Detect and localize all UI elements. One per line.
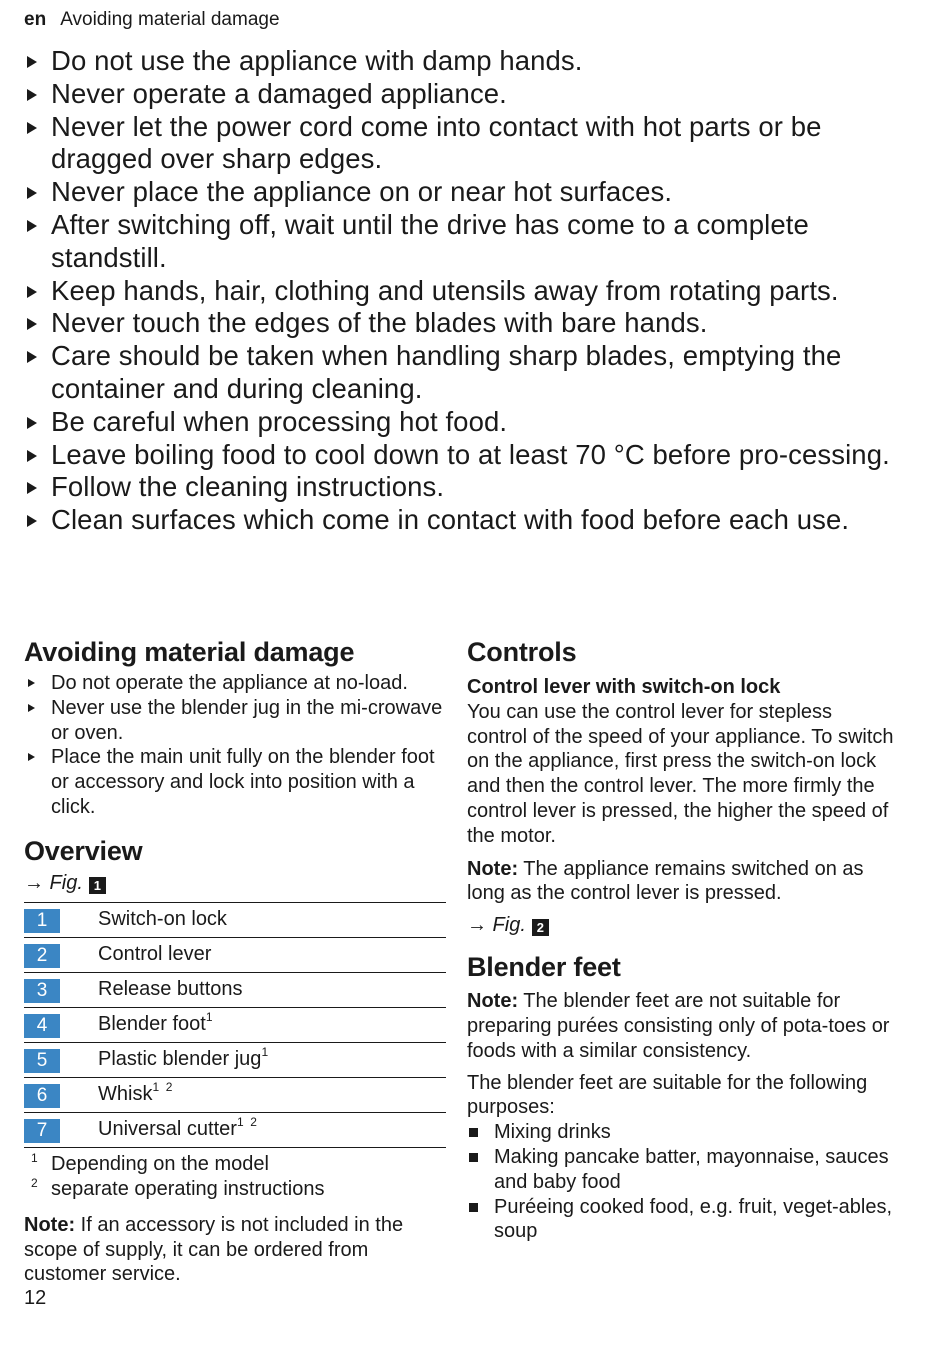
left-column — [24, 634, 446, 1287]
figure-number-box: 2 — [532, 919, 549, 936]
part-number-badge: 2 — [24, 944, 60, 968]
part-label: Switch-on lock — [98, 908, 227, 931]
controls-heading: Controls — [467, 637, 577, 667]
header-section-title: Avoiding material damage — [60, 9, 280, 30]
part-number-badge: 1 — [24, 909, 60, 933]
page-number: 12 — [24, 1287, 47, 1309]
part-number-badge: 7 — [24, 1119, 60, 1143]
blender-feet-heading: Blender feet — [467, 952, 621, 983]
safety-item: Clean surfaces which come in contact with food before each use. — [24, 504, 914, 537]
footnote — [24, 1177, 446, 1202]
part-footnote-ref: 1 — [205, 1010, 213, 1025]
table-row — [24, 937, 446, 972]
footnote — [24, 1152, 446, 1177]
parts-table — [24, 902, 446, 1148]
overview-note — [24, 1213, 446, 1287]
part-label: Plastic blender jug — [98, 1048, 262, 1071]
table-row — [24, 902, 446, 937]
note-label: Note: — [467, 990, 519, 1013]
figure-reference — [24, 869, 446, 897]
material-damage-item: Never use the blender jug in the mi-crowave or oven. — [24, 696, 446, 746]
part-label: Universal cutter — [98, 1118, 237, 1141]
list-item: Mixing drinks — [467, 1120, 897, 1145]
note-text: If an accessory is not included in the scope of supply, it can be ordered from customer service. — [24, 1213, 404, 1286]
figure-number-box: 1 — [89, 877, 106, 894]
part-number-badge: 3 — [24, 979, 60, 1003]
footnote-text: separate operating instructions — [51, 1177, 325, 1200]
part-number-badge: 6 — [24, 1084, 60, 1108]
safety-item: Never place the appliance on or near hot surfaces. — [24, 176, 914, 209]
note-text: The blender feet are not suitable for preparing purées consisting only of pota-toes or foods with a similar consistency. — [467, 990, 890, 1062]
part-number-badge: 4 — [24, 1014, 60, 1038]
note-text: The appliance remains switched on as long as the control lever is pressed. — [467, 857, 864, 905]
safety-item: Be careful when processing hot food. — [24, 406, 914, 439]
safety-item: Never operate a damaged appliance. — [24, 78, 914, 111]
right-column — [467, 634, 897, 1244]
blender-feet-note — [467, 989, 897, 1063]
language-code: en — [24, 9, 47, 30]
footnotes — [24, 1152, 446, 1202]
material-damage-list — [24, 671, 446, 820]
part-label: Blender foot — [98, 1013, 206, 1036]
part-number-badge: 5 — [24, 1049, 60, 1073]
figure-prefix: → Fig. — [467, 914, 526, 937]
controls-note — [467, 857, 897, 907]
blender-feet-intro: The blender feet are suitable for the following purposes: — [467, 1071, 868, 1119]
footnote-mark: 2 — [31, 1175, 38, 1190]
note-label: Note: — [467, 857, 519, 880]
note-label: Note: — [24, 1213, 76, 1236]
part-footnote-ref: 1 2 — [152, 1080, 173, 1095]
safety-item: After switching off, wait until the drive has come to a complete standstill. — [24, 209, 914, 275]
table-row — [24, 1077, 446, 1112]
list-item: Puréeing cooked food, e.g. fruit, veget-ables, soup — [467, 1195, 897, 1245]
safety-item: Never let the power cord come into contact with hot parts or be dragged over sharp edges. — [24, 111, 914, 177]
part-label: Control lever — [98, 943, 212, 966]
safety-item: Never touch the edges of the blades with bare hands. — [24, 307, 914, 340]
controls-subheading: Control lever with switch-on lock — [467, 676, 781, 698]
figure-reference — [467, 911, 897, 939]
safety-item: Leave boiling food to cool down to at least 70 °C before pro-cessing. — [24, 439, 914, 472]
safety-item: Do not use the appliance with damp hands. — [24, 45, 914, 78]
table-row — [24, 1112, 446, 1147]
safety-item: Care should be taken when handling sharp blades, emptying the container and during cleaning. — [24, 340, 914, 406]
list-item: Making pancake batter, mayonnaise, sauces and baby food — [467, 1145, 897, 1195]
figure-prefix: → Fig. — [24, 871, 83, 894]
table-row — [24, 1007, 446, 1042]
part-footnote-ref: 1 — [261, 1045, 269, 1060]
safety-item: Keep hands, hair, clothing and utensils away from rotating parts. — [24, 275, 914, 308]
footnote-mark: 1 — [31, 1150, 38, 1165]
material-damage-item: Do not operate the appliance at no-load. — [24, 671, 446, 696]
controls-paragraph: You can use the control lever for stepless control of the speed of your appliance. To switch on the appliance, first press the switch-on lock and then the control lever. The more firmly the control lever is pressed, the higher the speed of the motor. — [467, 700, 894, 847]
overview-heading: Overview — [24, 835, 143, 866]
page-header — [24, 8, 280, 32]
footnote-text: Depending on the model — [51, 1152, 269, 1175]
material-damage-item: Place the main unit fully on the blender foot or accessory and lock into position with a click. — [24, 745, 446, 819]
part-label: Release buttons — [98, 978, 243, 1001]
safety-instructions-list — [24, 45, 914, 537]
blender-feet-uses-list — [467, 1120, 897, 1244]
material-damage-heading: Avoiding material damage — [24, 637, 355, 667]
part-label: Whisk — [98, 1083, 153, 1106]
part-footnote-ref: 1 2 — [236, 1115, 257, 1130]
table-row — [24, 972, 446, 1007]
safety-item: Follow the cleaning instructions. — [24, 471, 914, 504]
table-row — [24, 1042, 446, 1077]
